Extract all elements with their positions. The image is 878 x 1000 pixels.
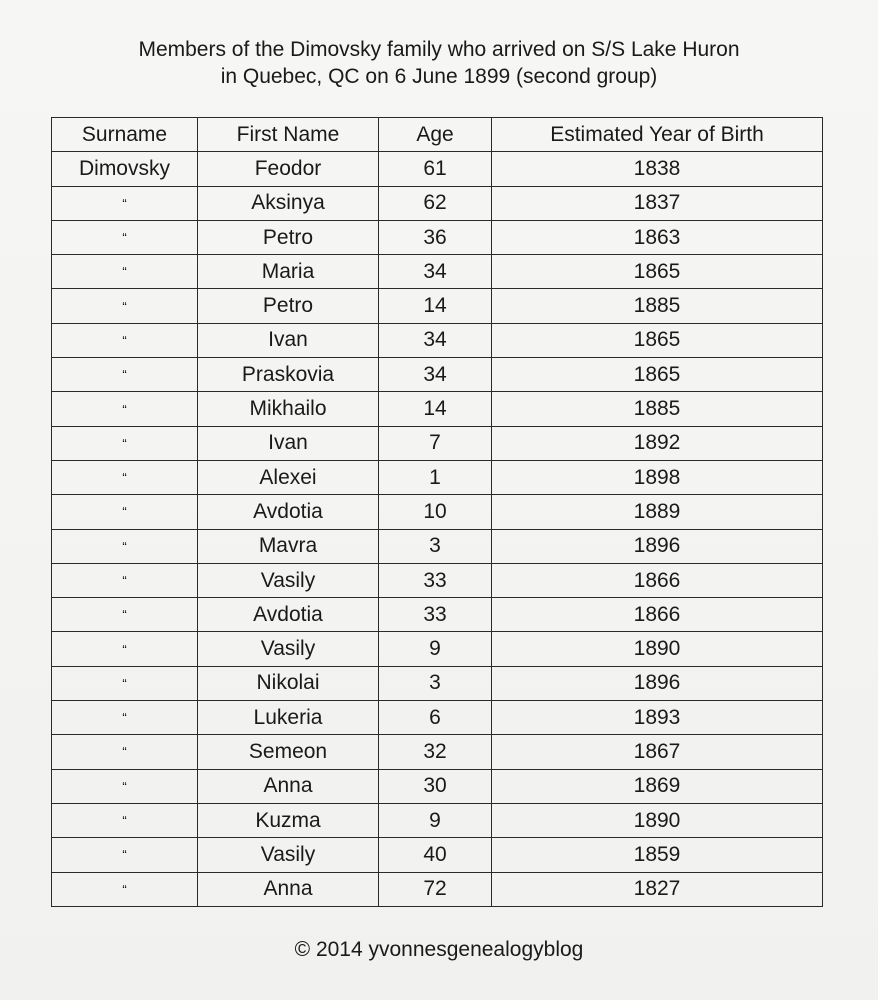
cell-first-name: Aksinya [198, 186, 379, 220]
cell-first-name: Vasily [198, 563, 379, 597]
cell-surname: “ [52, 563, 198, 597]
cell-birth-year: 1890 [492, 632, 823, 666]
cell-surname: “ [52, 529, 198, 563]
cell-first-name: Mavra [198, 529, 379, 563]
cell-surname: “ [52, 838, 198, 872]
table-row [52, 872, 823, 906]
table-row [52, 735, 823, 769]
cell-age: 33 [379, 563, 492, 597]
table-row [52, 838, 823, 872]
cell-first-name: Ivan [198, 323, 379, 357]
cell-age: 61 [379, 152, 492, 186]
table-row [52, 632, 823, 666]
cell-first-name: Nikolai [198, 666, 379, 700]
cell-birth-year: 1866 [492, 598, 823, 632]
cell-birth-year: 1896 [492, 666, 823, 700]
title-line-2: in Quebec, QC on 6 June 1899 (second group) [220, 65, 658, 88]
cell-age: 34 [379, 255, 492, 289]
cell-birth-year: 1898 [492, 460, 823, 494]
cell-age: 72 [379, 872, 492, 906]
cell-age: 34 [379, 323, 492, 357]
table-row [52, 392, 823, 426]
cell-age: 3 [379, 529, 492, 563]
cell-age: 62 [379, 186, 492, 220]
cell-birth-year: 1859 [492, 838, 823, 872]
table-row [52, 289, 823, 323]
cell-first-name: Feodor [198, 152, 379, 186]
table-row [52, 769, 823, 803]
table-row [52, 152, 823, 186]
cell-first-name: Petro [198, 220, 379, 254]
cell-birth-year: 1863 [492, 220, 823, 254]
header-first-name: First Name [198, 118, 379, 152]
table-row [52, 529, 823, 563]
copyright-footer: © 2014 yvonnesgenealogyblog [294, 938, 584, 961]
cell-surname: “ [52, 803, 198, 837]
cell-surname: “ [52, 323, 198, 357]
document-title [0, 36, 878, 90]
cell-first-name: Petro [198, 289, 379, 323]
cell-age: 32 [379, 735, 492, 769]
cell-first-name: Anna [198, 872, 379, 906]
cell-surname: “ [52, 426, 198, 460]
cell-birth-year: 1885 [492, 289, 823, 323]
cell-birth-year: 1890 [492, 803, 823, 837]
cell-first-name: Ivan [198, 426, 379, 460]
cell-first-name: Semeon [198, 735, 379, 769]
cell-first-name: Maria [198, 255, 379, 289]
cell-age: 34 [379, 358, 492, 392]
cell-first-name: Mikhailo [198, 392, 379, 426]
header-row [52, 118, 823, 152]
cell-birth-year: 1885 [492, 392, 823, 426]
cell-birth-year: 1866 [492, 563, 823, 597]
table-row [52, 803, 823, 837]
cell-age: 14 [379, 289, 492, 323]
cell-surname: “ [52, 735, 198, 769]
cell-birth-year: 1896 [492, 529, 823, 563]
cell-birth-year: 1865 [492, 255, 823, 289]
cell-surname: “ [52, 598, 198, 632]
cell-surname: “ [52, 872, 198, 906]
cell-surname: “ [52, 769, 198, 803]
cell-surname: Dimovsky [52, 152, 198, 186]
cell-birth-year: 1869 [492, 769, 823, 803]
cell-birth-year: 1865 [492, 358, 823, 392]
cell-surname: “ [52, 495, 198, 529]
table-row [52, 495, 823, 529]
cell-surname: “ [52, 666, 198, 700]
cell-first-name: Vasily [198, 632, 379, 666]
cell-surname: “ [52, 632, 198, 666]
cell-surname: “ [52, 186, 198, 220]
table-body [52, 152, 823, 907]
cell-age: 9 [379, 632, 492, 666]
cell-age: 3 [379, 666, 492, 700]
title-line-1: Members of the Dimovsky family who arrived on S/S Lake Huron [138, 38, 740, 61]
cell-age: 1 [379, 460, 492, 494]
table-row [52, 358, 823, 392]
table-row [52, 460, 823, 494]
table-row [52, 563, 823, 597]
cell-birth-year: 1867 [492, 735, 823, 769]
cell-birth-year: 1827 [492, 872, 823, 906]
cell-surname: “ [52, 220, 198, 254]
cell-first-name: Anna [198, 769, 379, 803]
table-row [52, 186, 823, 220]
table-row [52, 701, 823, 735]
cell-birth-year: 1838 [492, 152, 823, 186]
cell-age: 14 [379, 392, 492, 426]
cell-first-name: Lukeria [198, 701, 379, 735]
header-surname: Surname [52, 118, 198, 152]
cell-first-name: Praskovia [198, 358, 379, 392]
header-birth-year: Estimated Year of Birth [492, 118, 823, 152]
cell-age: 36 [379, 220, 492, 254]
cell-surname: “ [52, 460, 198, 494]
table-row [52, 598, 823, 632]
cell-first-name: Alexei [198, 460, 379, 494]
cell-surname: “ [52, 701, 198, 735]
table-row [52, 255, 823, 289]
cell-first-name: Vasily [198, 838, 379, 872]
header-age: Age [379, 118, 492, 152]
table-row [52, 220, 823, 254]
cell-age: 30 [379, 769, 492, 803]
cell-birth-year: 1837 [492, 186, 823, 220]
cell-age: 7 [379, 426, 492, 460]
cell-birth-year: 1865 [492, 323, 823, 357]
cell-surname: “ [52, 255, 198, 289]
cell-birth-year: 1892 [492, 426, 823, 460]
cell-age: 33 [379, 598, 492, 632]
table-row [52, 323, 823, 357]
passenger-table [51, 117, 823, 907]
cell-age: 6 [379, 701, 492, 735]
cell-birth-year: 1889 [492, 495, 823, 529]
cell-first-name: Kuzma [198, 803, 379, 837]
cell-first-name: Avdotia [198, 598, 379, 632]
table-row [52, 426, 823, 460]
cell-first-name: Avdotia [198, 495, 379, 529]
cell-age: 10 [379, 495, 492, 529]
cell-surname: “ [52, 358, 198, 392]
table-row [52, 666, 823, 700]
table-header [52, 118, 823, 152]
cell-birth-year: 1893 [492, 701, 823, 735]
cell-age: 40 [379, 838, 492, 872]
cell-age: 9 [379, 803, 492, 837]
cell-surname: “ [52, 392, 198, 426]
cell-surname: “ [52, 289, 198, 323]
